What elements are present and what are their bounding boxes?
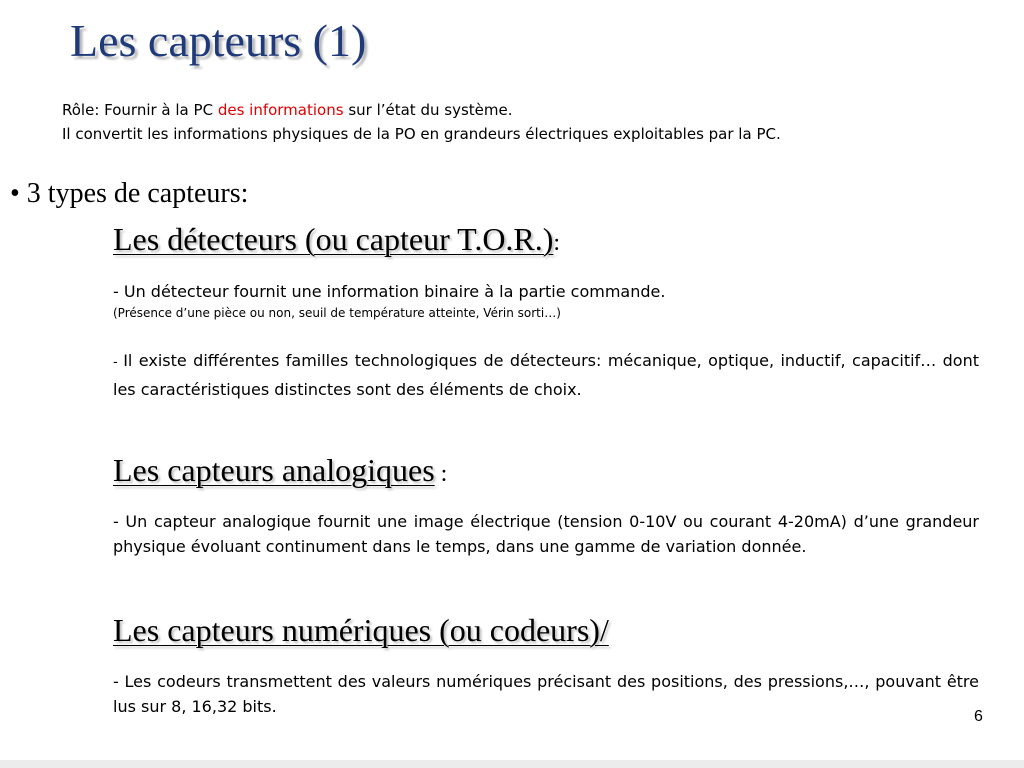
intro-line-1 <box>62 98 1002 122</box>
detecteurs-p2-text: Il existe différentes familles technologiques de détecteurs: mécanique, optique, inductif, capacitif… dont les caractéristiques distinctes sont des éléments de choix. <box>113 351 979 399</box>
intro-highlight: des informations <box>217 101 344 119</box>
heading-analogiques <box>113 452 447 489</box>
intro-text <box>62 98 1002 146</box>
intro-line-1-suffix: sur l’état du système. <box>343 101 513 119</box>
intro-line-2: Il convertit les informations physiques de la PO en grandeurs électriques exploitables par la PC. <box>62 125 781 143</box>
heading-analogiques-text: Les capteurs analogiques <box>113 452 435 488</box>
numeriques-paragraph: - Les codeurs transmettent des valeurs numériques précisant des positions, des pressions,…, pouvant être lus sur 8, 16,32 bits. <box>113 672 979 716</box>
heading-detecteurs-suffix: : <box>553 230 561 256</box>
footer-divider <box>0 760 1024 768</box>
intro-line-1-prefix: Rôle: Fournir à la PC <box>62 101 218 119</box>
page-number: 6 <box>974 708 983 725</box>
analogiques-paragraph: - Un capteur analogique fournit une image électrique (tension 0-10V ou courant 4-20mA) d’une grandeur physique évoluant continument dans le temps, dans une gamme de variation donnée. <box>113 512 979 556</box>
heading-detecteurs-text: Les détecteurs (ou capteur T.O.R.) <box>113 221 554 257</box>
bullet-types: • 3 types de capteurs: <box>10 178 249 209</box>
heading-numeriques <box>113 612 609 649</box>
slide-title: Les capteurs (1) <box>70 15 367 66</box>
detecteurs-paragraph-1 <box>113 279 979 322</box>
heading-numeriques-text: Les capteurs numériques (ou codeurs)/ <box>113 612 609 648</box>
detecteurs-p2-dash: - <box>113 355 124 370</box>
detecteurs-p1-note: (Présence d’une pièce ou non, seuil de température atteinte, Vérin sorti…) <box>113 306 561 320</box>
heading-detecteurs <box>113 221 560 258</box>
detecteurs-p1-text: - Un détecteur fournit une information binaire à la partie commande. <box>113 282 666 301</box>
detecteurs-paragraph-2 <box>113 346 979 404</box>
heading-analogiques-suffix: : <box>434 461 448 487</box>
